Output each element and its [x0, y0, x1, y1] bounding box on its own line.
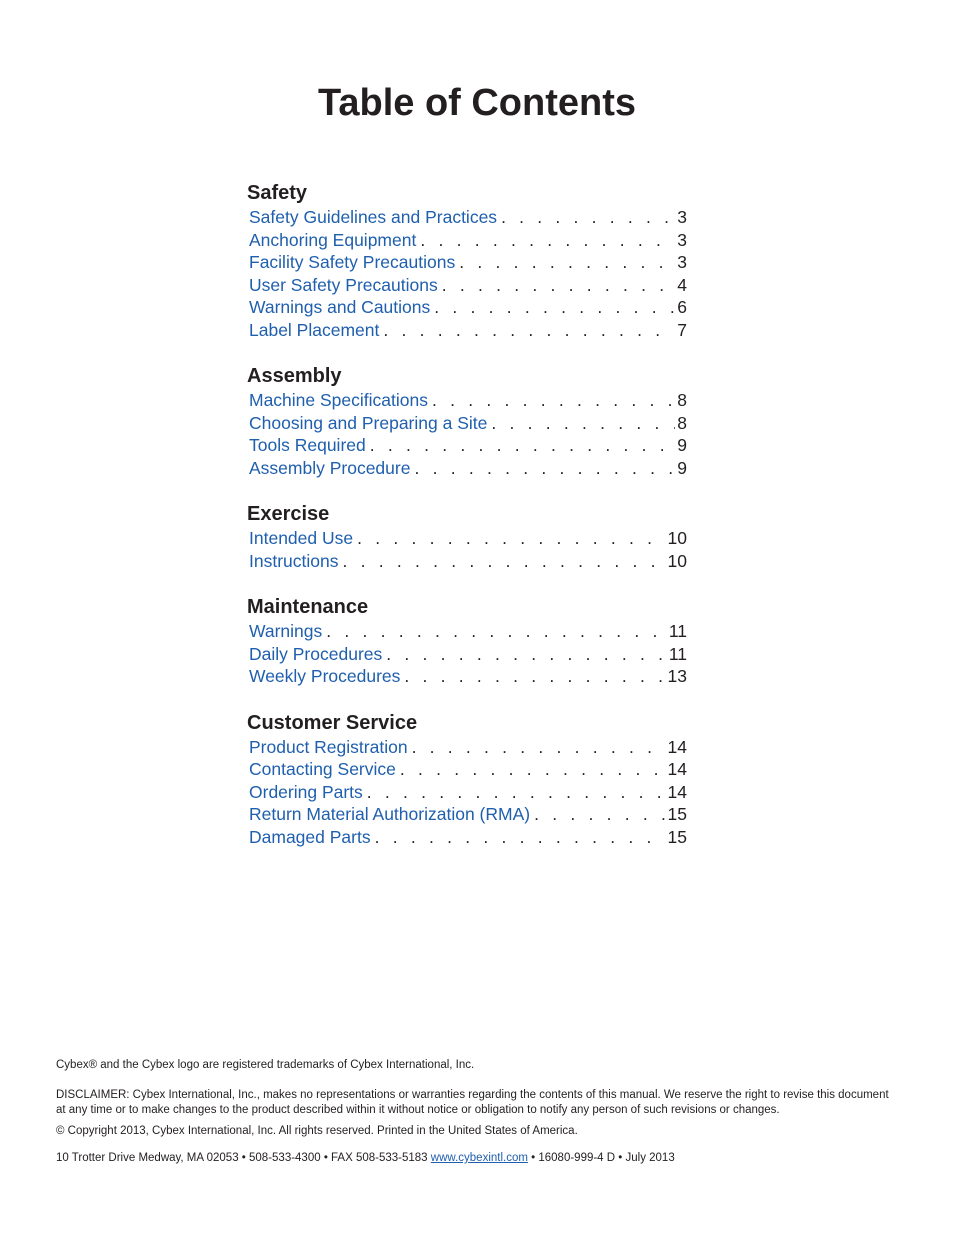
toc-entry-link[interactable]: User Safety Precautions [249, 274, 438, 295]
page-number: 11 [668, 621, 687, 641]
toc-entry[interactable] [247, 412, 687, 435]
toc-entry-link[interactable]: Contacting Service [249, 759, 396, 779]
toc-entry-link[interactable]: Tools Required [249, 435, 366, 455]
toc-entry-link[interactable]: Choosing and Preparing a Site [249, 412, 488, 433]
toc-entry[interactable] [247, 296, 687, 319]
toc-section [247, 363, 687, 479]
toc-entry[interactable] [247, 434, 687, 457]
toc-entry-link[interactable]: Label Placement [249, 319, 380, 340]
section-title: Safety [247, 182, 308, 204]
page-number: 15 [667, 826, 687, 847]
toc-entry[interactable] [247, 274, 687, 297]
toc-section [247, 710, 687, 849]
page-number: 14 [667, 759, 687, 779]
dot-leader [455, 251, 675, 274]
toc-entry-link[interactable]: Weekly Procedures [249, 666, 401, 686]
toc-entry-link[interactable]: Machine Specifications [249, 390, 428, 410]
toc-section [247, 594, 687, 688]
toc-entry[interactable] [247, 781, 687, 804]
document-info: • 16080-999-4 D • July 2013 [531, 1152, 675, 1164]
section-title: Maintenance [247, 596, 369, 618]
toc-entry[interactable] [247, 826, 687, 849]
page-number: 9 [677, 457, 687, 478]
page-number: 9 [677, 435, 687, 455]
dot-leader [400, 665, 665, 688]
toc-entry-link[interactable]: Daily Procedures [249, 643, 383, 664]
toc-entry[interactable] [247, 758, 687, 781]
page-number: 4 [677, 274, 687, 295]
toc-entry[interactable] [247, 527, 687, 550]
section-title: Exercise [247, 503, 330, 525]
toc-entry[interactable] [247, 803, 687, 826]
address: 10 Trotter Drive Medway, MA 02053 • 508-533-4300 • FAX 508-533-5183 [56, 1152, 428, 1164]
contact-line [56, 1151, 896, 1166]
section-title: Customer Service [247, 711, 418, 734]
dot-leader [438, 274, 676, 297]
dot-leader [416, 229, 675, 252]
toc-entry-link[interactable]: Product Registration [249, 736, 408, 757]
page-number: 13 [667, 666, 687, 686]
dot-leader [410, 457, 675, 480]
page-number: 10 [667, 550, 687, 571]
toc-entry-link[interactable]: Return Material Authorization (RMA) [249, 804, 531, 824]
toc-entry[interactable] [247, 620, 687, 643]
page-number: 8 [677, 390, 687, 410]
page-number: 14 [667, 781, 687, 802]
toc-entry-link[interactable]: Anchoring Equipment [249, 229, 417, 250]
toc-entry[interactable] [247, 550, 687, 573]
dot-leader [366, 434, 676, 457]
dot-leader [353, 527, 665, 550]
toc-entry-link[interactable]: Assembly Procedure [249, 457, 411, 478]
trademark-notice: Cybex® and the Cybex logo are registered trademarks of Cybex International, Inc. [56, 1059, 475, 1071]
toc-entry[interactable] [247, 643, 687, 666]
disclaimer: DISCLAIMER: Cybex International, Inc., makes no representations or warranties regarding the contents of this manual. We reserve the right to revise this document at any time or to make changes to the product described within it without notice or obligation to notify any person of such revisions or changes. [56, 1089, 889, 1116]
page-number: 6 [677, 297, 687, 317]
dot-leader [371, 826, 666, 849]
dot-leader [428, 389, 675, 412]
dot-leader [338, 550, 665, 573]
website-link[interactable]: www.cybexintl.com [430, 1152, 528, 1164]
toc-entry-link[interactable]: Warnings [249, 621, 323, 641]
page-title: Table of Contents [317, 82, 637, 124]
page-number: 7 [677, 319, 687, 340]
section-title: Assembly [247, 365, 342, 387]
toc-entry-link[interactable]: Intended Use [249, 528, 354, 548]
toc-entry[interactable] [247, 389, 687, 412]
dot-leader [530, 803, 665, 826]
toc-entry-link[interactable]: Ordering Parts [249, 781, 363, 802]
page-number: 3 [677, 229, 687, 250]
dot-leader [322, 620, 667, 643]
page-number: 8 [677, 412, 687, 433]
toc-section [247, 501, 687, 572]
toc-entry-link[interactable]: Warnings and Cautions [249, 297, 431, 317]
toc-entry[interactable] [247, 736, 687, 759]
footer [56, 1058, 896, 1166]
copyright-notice: © Copyright 2013, Cybex International, Inc. All rights reserved. Printed in the United States of America. [56, 1125, 578, 1137]
toc-entry-link[interactable]: Damaged Parts [249, 826, 371, 847]
dot-leader [408, 736, 666, 759]
page-number: 14 [667, 736, 687, 757]
dot-leader [487, 412, 675, 435]
toc-entry-link[interactable]: Instructions [249, 550, 339, 571]
toc-section [247, 180, 687, 341]
toc-entry-link[interactable]: Facility Safety Precautions [249, 252, 456, 272]
toc-entry[interactable] [247, 665, 687, 688]
dot-leader [396, 758, 666, 781]
page-number: 15 [667, 804, 687, 824]
table-of-contents [247, 180, 687, 870]
dot-leader [497, 206, 675, 229]
toc-entry[interactable] [247, 251, 687, 274]
page-number: 10 [667, 528, 687, 548]
toc-entry[interactable] [247, 319, 687, 342]
dot-leader [430, 296, 675, 319]
toc-entry[interactable] [247, 457, 687, 480]
toc-entry[interactable] [247, 229, 687, 252]
dot-leader [363, 781, 666, 804]
page-number: 11 [668, 643, 687, 664]
dot-leader [379, 319, 675, 342]
page-number: 3 [677, 207, 687, 227]
page-number: 3 [677, 252, 687, 272]
dot-leader [382, 643, 667, 666]
toc-entry[interactable] [247, 206, 687, 229]
toc-entry-link[interactable]: Safety Guidelines and Practices [249, 207, 498, 227]
